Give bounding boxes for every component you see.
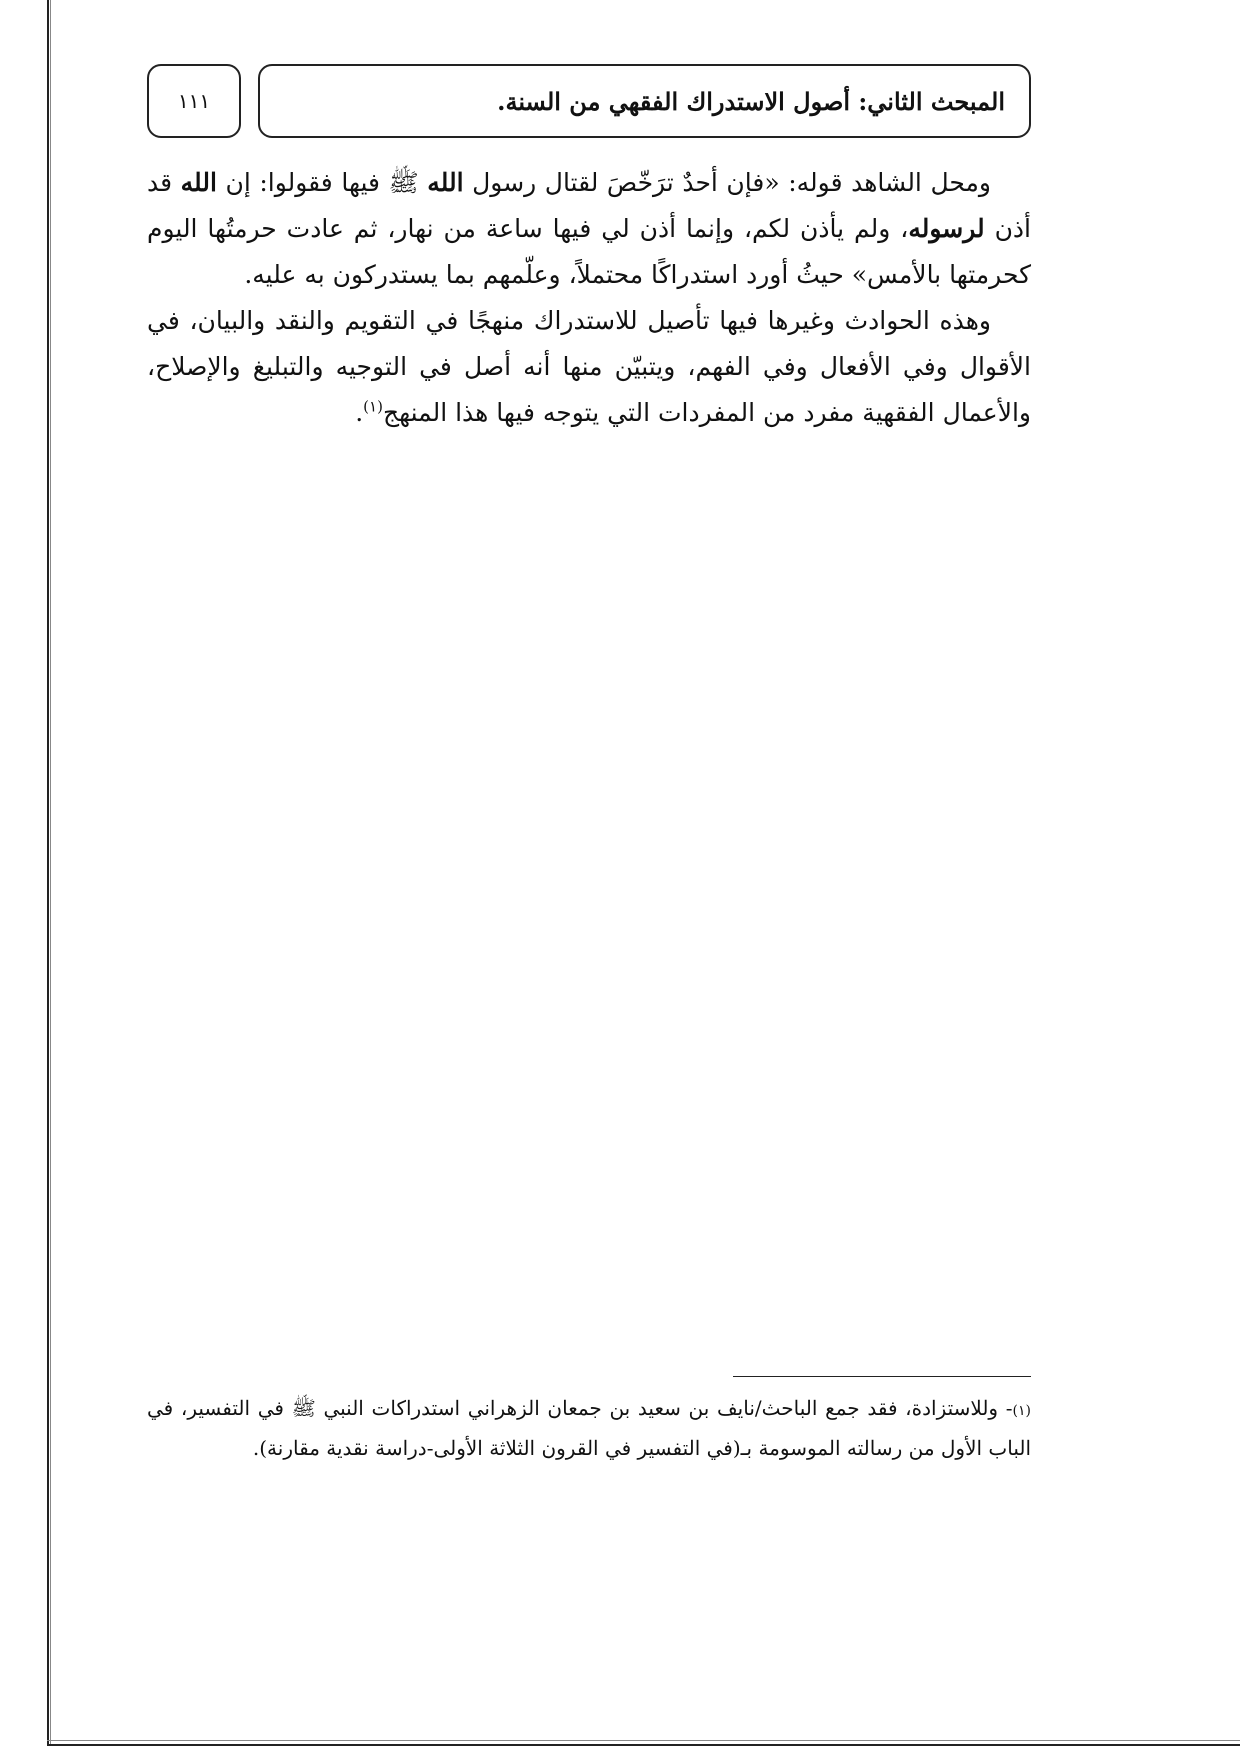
p1-segment-4: ، ولم يأذن لكم، وإنما أذن لي فيها ساعة من نهار، ثم عادت حرمتُها اليوم كحرمتها بالأمس» حيثُ أورد استدراكًا محتملاً، وعلّمهم بما يستدركون به عليه. bbox=[147, 214, 1031, 289]
paragraph-1 bbox=[147, 160, 1031, 298]
p1-segment-3: قد أذن bbox=[147, 168, 1032, 243]
p1-rasuluh: لرسوله bbox=[908, 214, 985, 243]
p1-allah-2: الله bbox=[180, 168, 217, 197]
footnote-separator bbox=[733, 1376, 1031, 1377]
footnote-text: - وللاستزادة، فقد جمع الباحث/نايف بن سعيد بن جمعان الزهراني استدراكات النبي ﷺ في التفسير، في الباب الأول من رسالته الموسومة بـ(في التفسير في القرون الثلاثة الأولى-دراسة نقدية مقارنة). bbox=[147, 1396, 1031, 1460]
footnote-reference[interactable]: (١) bbox=[363, 397, 383, 416]
running-header bbox=[258, 64, 1031, 138]
p2-text: وهذه الحوادث وغيرها فيها تأصيل للاستدراك منهجًا في التقويم والنقد والبيان، في الأقوال وفي الأفعال وفي الفهم، ويتبيّن منها أنه أصل في التوجيه والتبليغ والإصلاح، والأعمال الفقهية مفرد من المفردات التي يتوجه فيها هذا المنهج bbox=[147, 306, 1031, 427]
main-text bbox=[147, 160, 1031, 436]
p1-segment-1: ومحل الشاهد قوله: «فإن أحدٌ ترَخّصَ لقتال رسول bbox=[463, 168, 991, 197]
p2-end: . bbox=[355, 398, 364, 427]
footnote-1 bbox=[147, 1390, 1031, 1467]
header-title: المبحث الثاني: أصول الاستدراك الفقهي من السنة. bbox=[497, 86, 1005, 116]
p1-allah-1: الله bbox=[427, 168, 464, 197]
paragraph-2 bbox=[147, 298, 1031, 436]
page-frame-left bbox=[47, 0, 51, 1746]
footnote-marker: (١) bbox=[1012, 1403, 1031, 1419]
page-frame-bottom bbox=[47, 1740, 1240, 1746]
page-number: ١١١ bbox=[177, 89, 211, 113]
page-number-box bbox=[147, 64, 241, 138]
footnote bbox=[147, 1390, 1031, 1467]
p1-segment-2: ﷺ فيها فقولوا: إن bbox=[216, 168, 428, 197]
